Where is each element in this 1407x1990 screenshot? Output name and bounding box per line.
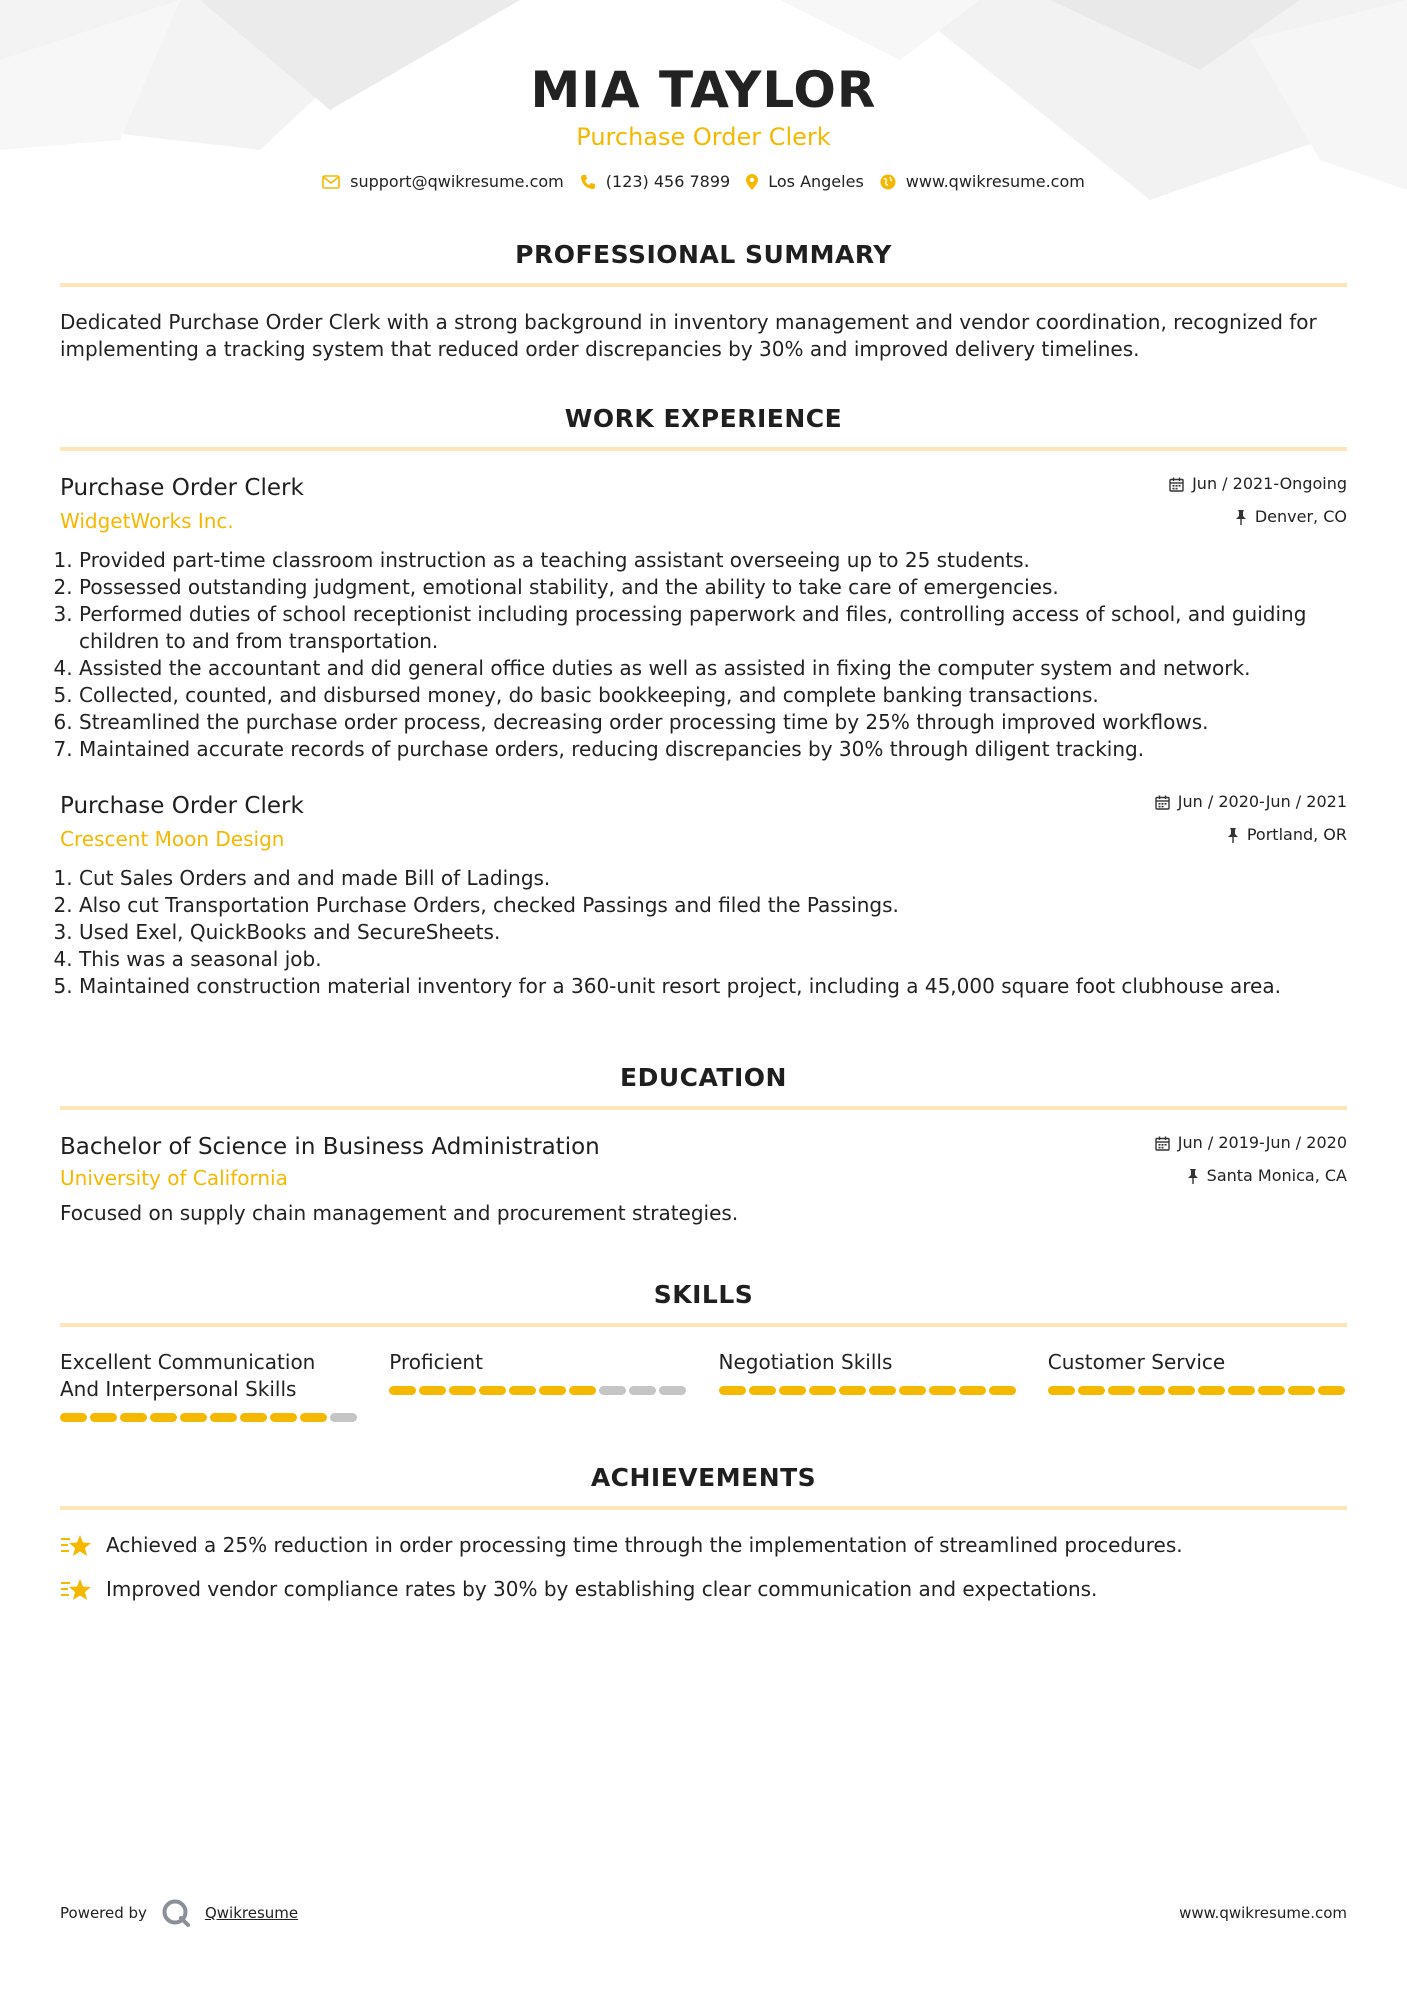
contact-website-text: www.qwikresume.com [905,172,1085,191]
job-bullet: 2. Also cut Transportation Purchase Orders, checked Passings and filed the Passings. [79,892,1347,919]
rating-dot-empty [629,1386,656,1395]
rating-dot-filled [1288,1386,1315,1395]
star-badge-icon [60,1577,92,1603]
calendar-icon [1169,477,1184,492]
contact-website[interactable] [880,172,1085,191]
job-company: Crescent Moon Design [60,827,285,851]
rating-dot-filled [150,1413,177,1422]
job-dates: Jun / 2020-Jun / 2021 [1177,792,1347,811]
education-heading: EDUCATION [620,1063,787,1092]
skill-item [60,1349,359,1422]
summary-heading: PROFESSIONAL SUMMARY [515,240,892,269]
rating-dot-filled [779,1386,806,1395]
resume-header [60,0,1347,191]
footer-brand-link[interactable]: Qwikresume [204,1904,299,1922]
skill-rating [60,1413,359,1422]
job-entry [60,473,1347,763]
rating-dot-empty [659,1386,686,1395]
rating-dot-filled [300,1413,327,1422]
rating-dot-filled [959,1386,986,1395]
candidate-name: MIA TAYLOR [530,61,877,119]
job-bullets [60,865,1347,1000]
rating-dot-filled [389,1386,416,1395]
job-bullet: 1. Cut Sales Orders and and made Bill of Ladings. [79,865,1347,892]
job-bullet: 5. Collected, counted, and disbursed money, do basic bookkeeping, and complete banking transactions. [79,682,1347,709]
rating-dot-filled [449,1386,476,1395]
job-bullet: 3. Used Exel, QuickBooks and SecureSheets. [79,919,1347,946]
skill-rating [389,1386,688,1395]
education-entry [60,1132,1347,1227]
rating-dot-filled [180,1413,207,1422]
star-badge-icon [60,1533,92,1559]
contact-email-text: support@qwikresume.com [350,172,564,191]
rating-dot-filled [899,1386,926,1395]
skill-item [1048,1349,1347,1422]
candidate-title: Purchase Order Clerk [576,123,831,151]
education-location: Santa Monica, CA [1206,1166,1347,1185]
rating-dot-empty [599,1386,626,1395]
achievement-text: Improved vendor compliance rates by 30% by establishing clear communication and expectations. [106,1577,1098,1601]
rating-dot-filled [240,1413,267,1422]
job-title: Purchase Order Clerk [60,475,304,501]
calendar-icon [1155,795,1170,810]
skill-name: Customer Service [1047,1350,1226,1374]
skills-list [60,1349,1347,1422]
job-bullet: 3. Performed duties of school receptionist including processing paperwork and files, controlling access of school, and guiding children to and from transportation. [79,601,1347,655]
experience-section [60,403,1347,1000]
rating-dot-filled [419,1386,446,1395]
achievement-item [60,1532,1347,1559]
skill-item [389,1349,688,1422]
rating-dot-filled [869,1386,896,1395]
skills-section [60,1279,1347,1422]
qwikresume-logo-icon [161,1898,191,1928]
degree-title: Bachelor of Science in Business Administration [60,1134,600,1160]
rating-dot-filled [749,1386,776,1395]
location-icon [746,174,758,190]
skill-name: Proficient [389,1350,483,1374]
skill-item [719,1349,1018,1422]
job-bullet: 7. Maintained accurate records of purchase orders, reducing discrepancies by 30% through diligent tracking. [79,736,1347,763]
rating-dot-filled [509,1386,536,1395]
rating-dot-filled [989,1386,1016,1395]
job-entry [60,791,1347,1000]
section-divider [60,447,1347,451]
footer-website[interactable]: www.qwikresume.com [1179,1904,1347,1922]
rating-dot-filled [719,1386,746,1395]
school-name: University of California [60,1166,288,1190]
job-bullet: 1. Provided part-time classroom instruction as a teaching assistant overseeing up to 25 students. [79,547,1347,574]
rating-dot-filled [120,1413,147,1422]
job-bullet: 6. Streamlined the purchase order process, decreasing order processing time by 25% through improved workflows. [79,709,1347,736]
rating-dot-filled [1108,1386,1135,1395]
rating-dot-filled [1048,1386,1075,1395]
education-section [60,1062,1347,1227]
achievement-item [60,1576,1347,1603]
job-bullet: 4. This was a seasonal job. [79,946,1347,973]
job-bullet: 5. Maintained construction material inventory for a 360-unit resort project, including a 45,000 square foot clubhouse area. [79,973,1347,1000]
skill-rating [719,1386,1018,1395]
rating-dot-filled [1318,1386,1345,1395]
rating-dot-filled [1258,1386,1285,1395]
skill-rating [1048,1386,1347,1395]
powered-by-label: Powered by [60,1904,147,1922]
achievements-heading: ACHIEVEMENTS [590,1463,817,1492]
rating-dot-filled [539,1386,566,1395]
achievement-text: Achieved a 25% reduction in order processing time through the implementation of streamlined procedures. [106,1533,1183,1557]
achievements-list [60,1532,1347,1603]
contact-phone[interactable] [580,172,730,191]
experience-heading: WORK EXPERIENCE [564,404,843,433]
calendar-icon [1155,1136,1170,1151]
job-dates: Jun / 2021-Ongoing [1192,474,1347,493]
section-divider [60,1506,1347,1510]
contact-phone-text: (123) 456 7899 [605,172,731,191]
rating-dot-filled [839,1386,866,1395]
phone-icon [580,174,596,190]
job-location: Portland, OR [1246,825,1347,844]
rating-dot-filled [479,1386,506,1395]
section-divider [60,1106,1347,1110]
rating-dot-filled [809,1386,836,1395]
rating-dot-filled [1168,1386,1195,1395]
rating-dot-filled [60,1413,87,1422]
education-dates: Jun / 2019-Jun / 2020 [1177,1133,1347,1152]
contact-email[interactable] [322,172,564,191]
rating-dot-filled [569,1386,596,1395]
summary-section [60,239,1347,363]
page-footer [60,1898,1347,1928]
rating-dot-filled [929,1386,956,1395]
job-bullets [60,547,1347,763]
pin-icon [1235,510,1247,525]
rating-dot-empty [330,1413,357,1422]
rating-dot-filled [1078,1386,1105,1395]
section-divider [60,1323,1347,1327]
pin-icon [1227,828,1239,843]
job-bullet: 4. Assisted the accountant and did general office duties as well as assisted in fixing the computer system and network. [79,655,1347,682]
pin-icon [1187,1169,1199,1184]
summary-text: Dedicated Purchase Order Clerk with a strong background in inventory management and vendor coordination, recognized for implementing a tracking system that reduced order discrepancies by 30% and improved delivery timelines. [60,310,1317,361]
email-icon [322,175,340,189]
rating-dot-filled [1198,1386,1225,1395]
contact-location [746,172,864,191]
education-description: Focused on supply chain management and procurement strategies. [60,1201,739,1225]
rating-dot-filled [90,1413,117,1422]
achievements-section [60,1462,1347,1603]
rating-dot-filled [270,1413,297,1422]
rating-dot-filled [1228,1386,1255,1395]
skills-heading: SKILLS [653,1280,754,1309]
rating-dot-filled [210,1413,237,1422]
rating-dot-filled [1138,1386,1165,1395]
skill-name: Negotiation Skills [718,1350,893,1374]
job-location: Denver, CO [1254,507,1347,526]
job-company: WidgetWorks Inc. [60,509,234,533]
skill-name: Excellent Communication And Interpersonal Skills [60,1350,316,1401]
job-title: Purchase Order Clerk [60,793,304,819]
globe-icon [880,174,896,190]
job-bullet: 2. Possessed outstanding judgment, emotional stability, and the ability to take care of emergencies. [79,574,1347,601]
section-divider [60,283,1347,287]
contact-bar [60,172,1347,191]
contact-location-text: Los Angeles [768,172,864,191]
